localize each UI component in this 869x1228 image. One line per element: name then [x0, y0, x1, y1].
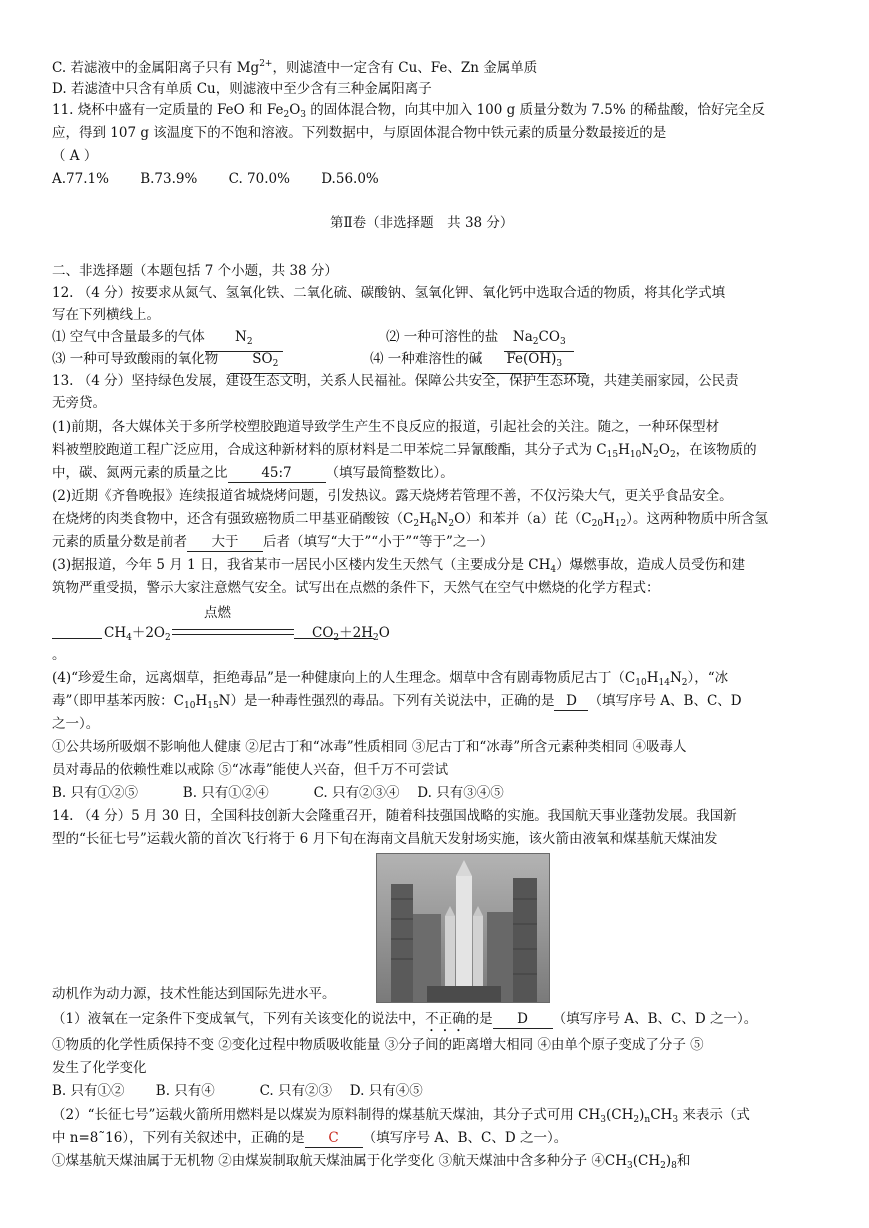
equation-period: 。 [52, 647, 66, 663]
q13-part2-line1: (2)近期《齐鲁晚报》连续报道省城烧烤问题，引发热议。露天烧烤若管理不善，不仅污染大气，更关乎食品安全。 [52, 488, 733, 504]
q12-item-2: ⑵ 一种可溶性的盐 $Na_2CO_3$ [386, 328, 574, 352]
q10-option-d: D. 若滤渣中只含有单质 Cu，则滤液中至少含有三种金属阳离子 [52, 81, 432, 97]
q14-part1-statements-2: 发生了化学变化 [52, 1060, 147, 1076]
q12-answer-4: $Fe(OH)_3$ [482, 350, 586, 374]
equation-blank-left [52, 638, 102, 639]
q13-part1-line2: 料被塑胶跑道工程广泛应用，合成这种新材料的原材料是二甲苯烷二异氰酸酯，其分子式为 $C_{15}H_{10}N_2O_2$，在该物质的 [52, 442, 757, 460]
q12-stem-line2: 写在下列横线上。 [52, 307, 160, 323]
q11-stem-line1: 11. 烧杯中盛有一定质量的 FeO 和 $Fe_2O_3$ 的固体混合物，向其中加入 100 g 质量分数为 7.5% 的稀盐酸，恰好完全反 [52, 102, 765, 120]
q13-part4-line3: 之一）。 [52, 716, 100, 732]
q12-item-3: ⑶ 一种可导致酸雨的氧化物 $SO_2$ [52, 350, 300, 374]
equation-right: $CO_2+2H_2O$ [312, 625, 390, 643]
q13-part3-line1: (3)据报道，今年 5 月 1 日，我省某市一居民小区楼内发生天然气（主要成分是 $CH_4$）爆燃事故，造成人员受伤和建 [52, 557, 746, 575]
q13-part3-line2: 筑物严重受损，警示大家注意燃气安全。试写出在点燃的条件下，天然气在空气中燃烧的化学方程式： [52, 580, 660, 596]
q13-part4-options: B. 只有①②⑤ B. 只有①②④ C. 只有②③④ D. 只有③④⑤ [52, 785, 504, 801]
equation-blank-right [294, 638, 374, 639]
q11-options: A.77.1% B.73.9% C. 70.0% D.56.0% [52, 171, 379, 187]
q10-option-c: C. 若滤液中的金属阳离子只有 $Mg^{2+}$，则滤渣中一定含有 Cu、Fe、Zn 金属单质 [52, 59, 538, 76]
q13-part4-statements-1: ①公共场所吸烟不影响他人健康 ②尼古丁和“冰毒”性质相同 ③尼古丁和“冰毒”所含元素种类相同 ④吸毒人 [52, 739, 687, 755]
q14-part1-options: B. 只有①② B. 只有④ C. 只有②③ D. 只有④⑤ [52, 1083, 423, 1099]
q12-answer-2: $Na_2CO_3$ [504, 328, 574, 352]
q13-part4-line2: 毒”（即甲基苯丙胺：$C_{10}H_{15}N$）是一种毒性强烈的毒品。下列有关说法中，正确的是 D （填写序号 A、B、C、D [52, 693, 742, 711]
q12-answer-1: $N_2$ [205, 328, 283, 352]
equation-equals-sign [172, 629, 294, 635]
q14-part1-line1: （1）液氧在一定条件下变成氧气，下列有关该变化的说法中，不正确的是 D （填写序号 A、B、C、D 之一）。 [52, 1011, 758, 1027]
q13-answer-2: 大于 [187, 533, 263, 552]
q12-stem-line1: 12. （4 分）按要求从氮气、氢氧化铁、二氧化硫、碳酸钠、氢氧化钾、氧化钙中选取合适的物质，将其化学式填 [52, 285, 726, 301]
q12-item-1: ⑴ 空气中含量最多的气体 $N_2$ [52, 328, 283, 352]
equation-left: $CH_4+2O_2$ [104, 625, 171, 643]
q13-part4-statements-2: 员对毒品的依赖性难以戒除 ⑤“冰毒”能使人兴奋，但千万不可尝试 [52, 762, 449, 778]
part2-heading: 第Ⅱ卷（非选择题 共 38 分） [330, 215, 514, 231]
q12-item-4: ⑷ 一种难溶性的碱 $Fe(OH)_3$ [370, 350, 586, 374]
q12-answer-3: $SO_2$ [230, 350, 300, 374]
section2-heading: 二、非选择题（本题包括 7 个小题，共 38 分） [52, 263, 338, 279]
q13-part4-line1: (4)“珍爱生命，远离烟草，拒绝毒品”是一种健康向上的人生理念。烟草中含有剧毒物质尼古丁$(C_{10}H_{14}N_2)$，“冰 [52, 670, 729, 688]
equation-condition: 点燃 [204, 605, 231, 621]
q13-part1-line3: 中，碳、氮两元素的质量之比 45:7 （填写最简整数比）。 [52, 465, 454, 481]
q13-part2-line3: 元素的质量分数是前者 大于 后者（填写“大于”“小于”“等于”之一） [52, 534, 494, 550]
q14-stem-line1: 14. （4 分）5 月 30 日，全国科技创新大会隆重召开，随着科技强国战略的实施。我国航天事业蓬勃发展。我国新 [52, 808, 737, 824]
q11-stem-line2: 应，得到 107 g 该温度下的不饱和溶液。下列数据中，与原固体混合物中铁元素的质量分数最接近的是 [52, 125, 667, 141]
q13-stem-line1: 13. （4 分）坚持绿色发展，建设生态文明，关系人民福祉。保障公共安全，保护生态环境，共建美丽家园，公民责 [52, 373, 739, 389]
q14-part1-statements-1: ①物质的化学性质保持不变 ②变化过程中物质吸收能量 ③分子间的距离增大相同 ④由单个原子变成了分子 ⑤ [52, 1037, 704, 1053]
q14-answer-2: C [305, 1129, 363, 1148]
q14-stem-line2: 型的“长征七号”运载火箭的首次飞行将于 6 月下旬在海南文昌航天发射场实施，该火箭由液氧和煤基航天煤油发 [52, 831, 718, 847]
q13-part1-line1: (1)前期，各大媒体关于多所学校塑胶跑道导致学生产生不良反应的报道，引起社会的关注。随之，一种环保型材 [52, 419, 720, 435]
q14-part2-statements: ①煤基航天煤油属于无机物 ②由煤炭制取航天煤油属于化学变化 ③航天煤油中含多种分子 $④CH_3(CH_2)_8$和 [52, 1153, 691, 1171]
q14-answer-1: D [493, 1010, 553, 1029]
q13-part2-line2: 在烧烤的肉类食物中，还含有强致癌物质二甲基亚硝酸铵$(C_2H_6N_2O)$和苯并（a）芘$(C_{20}H_{12})$。这两种物质中所含氢 [52, 511, 769, 529]
q13-answer-4: D [554, 692, 588, 711]
q14-stem-line3: 动机作为动力源，技术性能达到国际先进水平。 [52, 986, 336, 1002]
q13-stem-line2: 无旁贷。 [52, 395, 106, 411]
q14-part2-line1: （2）“长征七号”运载火箭所用燃料是以煤炭为原料制得的煤基航天煤油，其分子式可用 $CH_3(CH_2)_nCH_3$ 来表示（式 [52, 1107, 750, 1125]
q11-answer: （ A ） [52, 148, 98, 164]
q13-answer-1: 45:7 [228, 464, 326, 483]
rocket-launch-photo [376, 853, 550, 1003]
q14-part2-line2: 中 n=8˜16），下列有关叙述中，正确的是 C （填写序号 A、B、C、D 之一）。 [52, 1130, 568, 1146]
rocket-illustration [377, 854, 549, 1002]
